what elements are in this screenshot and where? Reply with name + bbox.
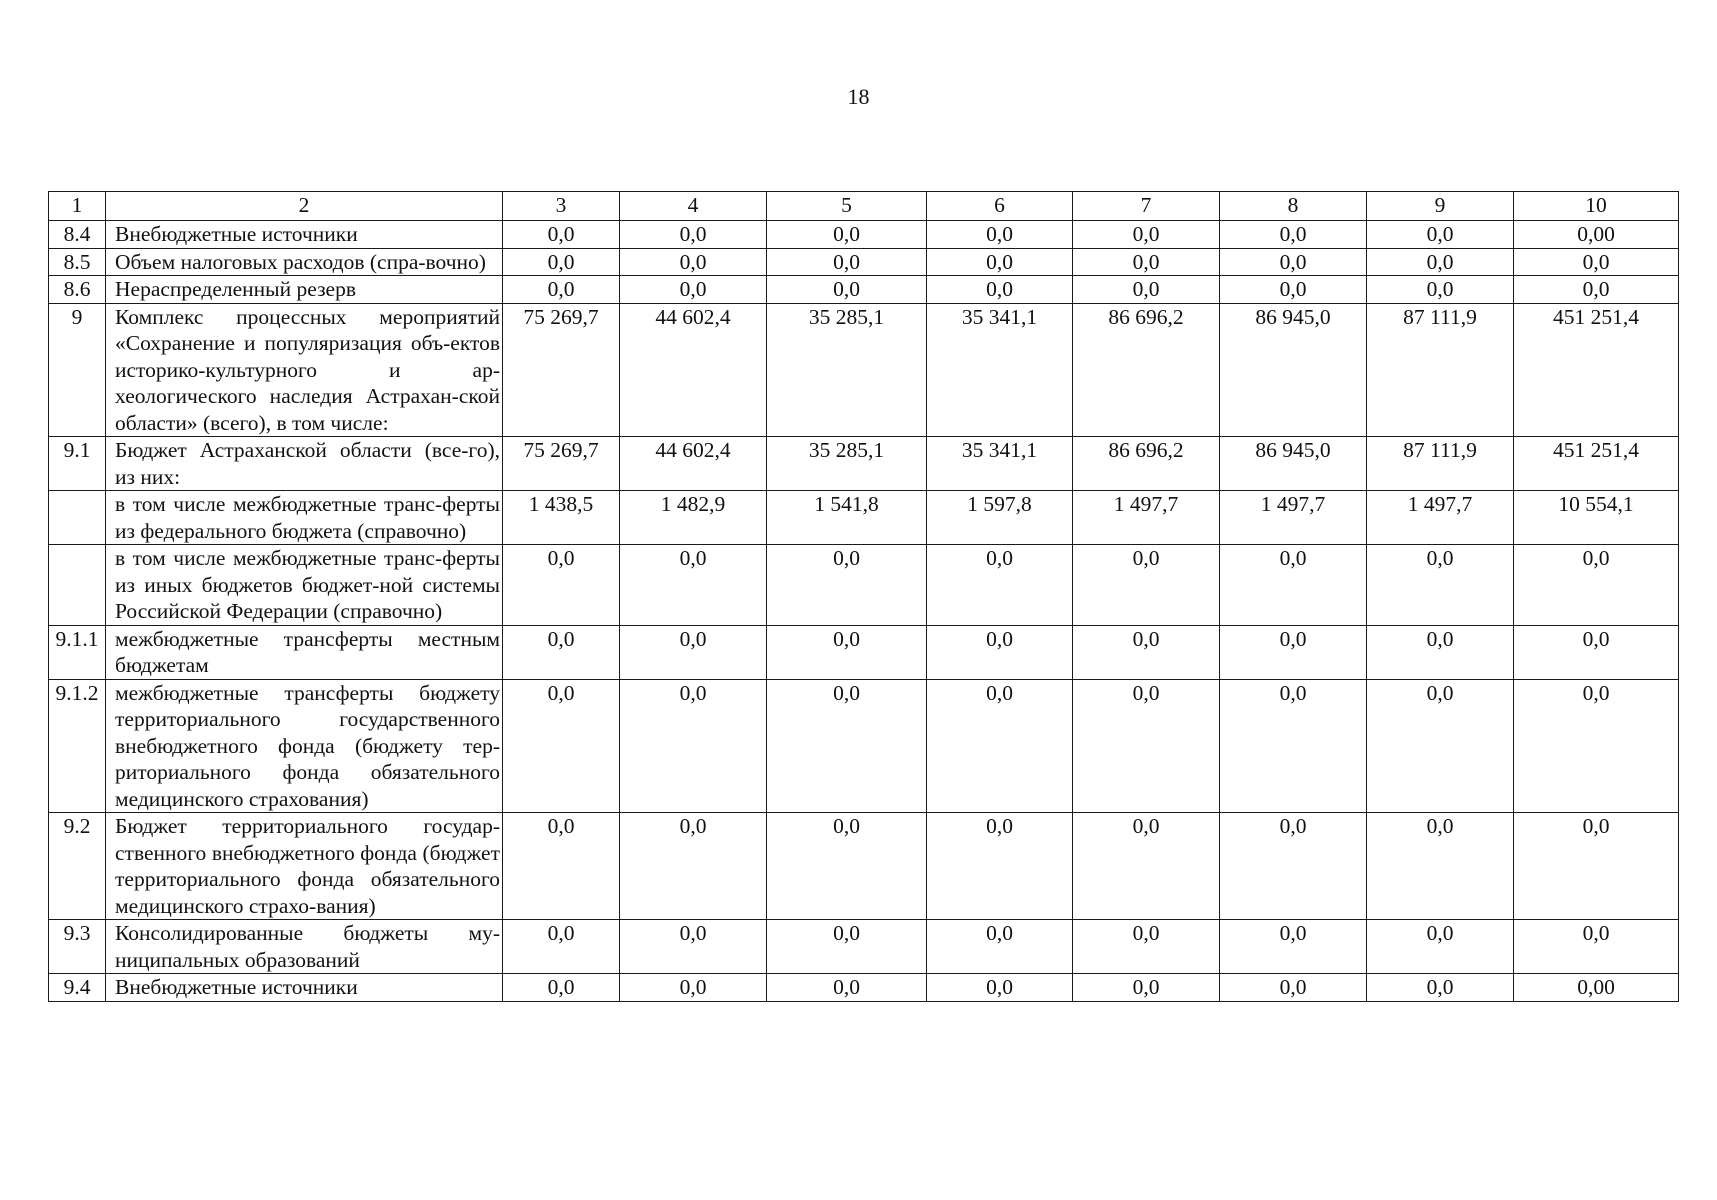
value-cell: 0,0 [503,625,620,679]
value-cell: 0,0 [1367,545,1514,626]
row-description-cell: Комплекс процессных мероприятий «Сохранение и популяризация объ-ектов историко-культурного и ар-хеологического наследия Астрахан-ской области» (всего), в том числе: [106,303,503,437]
value-cell: 0,0 [1220,276,1367,304]
row-code-cell: 9.4 [49,974,106,1002]
value-cell: 0,00 [1514,221,1679,249]
column-number-cell: 10 [1514,192,1679,221]
row-description-cell: межбюджетные трансферты бюджету территориального государственного внебюджетного фонда (бюджету тер-риториального фонда обязательного медицинского страхования) [106,679,503,813]
table-row [49,813,1679,920]
table-row [49,625,1679,679]
value-cell: 0,0 [503,276,620,304]
value-cell: 0,0 [620,545,767,626]
row-code-cell [49,491,106,545]
value-cell: 0,0 [1073,545,1220,626]
column-number-cell: 8 [1220,192,1367,221]
value-cell: 0,0 [767,221,927,249]
value-cell: 0,0 [767,974,927,1002]
value-cell: 0,0 [1514,920,1679,974]
value-cell: 0,0 [1073,276,1220,304]
value-cell: 0,0 [1367,276,1514,304]
value-cell: 0,0 [767,813,927,920]
row-code-cell: 9.2 [49,813,106,920]
value-cell: 1 438,5 [503,491,620,545]
value-cell: 1 497,7 [1367,491,1514,545]
column-number-cell: 6 [927,192,1073,221]
row-code-cell: 9 [49,303,106,437]
value-cell: 1 497,7 [1073,491,1220,545]
value-cell: 75 269,7 [503,303,620,437]
value-cell: 86 945,0 [1220,437,1367,491]
column-number-cell: 3 [503,192,620,221]
value-cell: 0,0 [1514,813,1679,920]
value-cell: 0,0 [1367,813,1514,920]
value-cell: 75 269,7 [503,437,620,491]
column-number-cell: 4 [620,192,767,221]
row-code-cell: 9.1.1 [49,625,106,679]
table-row [49,920,1679,974]
row-code-cell: 9.3 [49,920,106,974]
table-row [49,491,1679,545]
value-cell: 0,0 [927,545,1073,626]
row-code-cell [49,545,106,626]
value-cell: 0,0 [1220,221,1367,249]
value-cell: 0,0 [927,221,1073,249]
column-number-cell: 7 [1073,192,1220,221]
value-cell: 0,0 [1073,625,1220,679]
value-cell: 0,0 [620,920,767,974]
value-cell: 0,0 [503,221,620,249]
row-description-cell: Нераспределенный резерв [106,276,503,304]
value-cell: 0,0 [1367,625,1514,679]
value-cell: 0,0 [767,625,927,679]
row-code-cell: 8.4 [49,221,106,249]
table-row [49,248,1679,276]
row-description-cell: Внебюджетные источники [106,221,503,249]
table-body [49,192,1679,1002]
value-cell: 0,0 [1073,813,1220,920]
value-cell: 0,0 [767,920,927,974]
value-cell: 0,0 [1220,625,1367,679]
value-cell: 0,0 [620,679,767,813]
row-code-cell: 8.6 [49,276,106,304]
value-cell: 1 482,9 [620,491,767,545]
value-cell: 451 251,4 [1514,303,1679,437]
value-cell: 0,0 [1514,679,1679,813]
value-cell: 44 602,4 [620,303,767,437]
value-cell: 0,0 [1220,248,1367,276]
value-cell: 0,0 [503,679,620,813]
value-cell: 0,0 [1220,813,1367,920]
value-cell: 0,0 [620,221,767,249]
value-cell: 86 696,2 [1073,303,1220,437]
column-number-row [49,192,1679,221]
value-cell: 0,0 [1073,248,1220,276]
row-description-cell: Внебюджетные источники [106,974,503,1002]
value-cell: 0,0 [1220,974,1367,1002]
value-cell: 0,0 [1073,221,1220,249]
value-cell: 0,0 [1514,276,1679,304]
table-row [49,221,1679,249]
value-cell: 87 111,9 [1367,437,1514,491]
value-cell: 35 341,1 [927,437,1073,491]
value-cell: 0,0 [620,625,767,679]
value-cell: 0,0 [503,545,620,626]
value-cell: 1 597,8 [927,491,1073,545]
value-cell: 0,0 [927,920,1073,974]
value-cell: 0,0 [503,813,620,920]
value-cell: 0,0 [620,813,767,920]
value-cell: 0,0 [927,248,1073,276]
row-description-cell: в том числе межбюджетные транс-ферты из федерального бюджета (справочно) [106,491,503,545]
table-row [49,974,1679,1002]
value-cell: 35 285,1 [767,437,927,491]
row-description-cell: в том числе межбюджетные транс-ферты из иных бюджетов бюджет-ной системы Российской Федерации (справочно) [106,545,503,626]
value-cell: 0,0 [767,276,927,304]
row-description-cell: Бюджет территориального государ-ственного внебюджетного фонда (бюджет территориального фонда обязательного медицинского страхо-вания) [106,813,503,920]
value-cell: 0,0 [1220,920,1367,974]
row-code-cell: 9.1.2 [49,679,106,813]
value-cell: 0,0 [1367,679,1514,813]
row-description-cell: Объем налоговых расходов (спра-вочно) [106,248,503,276]
value-cell: 10 554,1 [1514,491,1679,545]
column-number-cell: 1 [49,192,106,221]
row-code-cell: 8.5 [49,248,106,276]
value-cell: 87 111,9 [1367,303,1514,437]
value-cell: 0,0 [1367,920,1514,974]
table-row [49,276,1679,304]
value-cell: 0,0 [620,248,767,276]
value-cell: 0,0 [1514,625,1679,679]
table-row [49,303,1679,437]
value-cell: 0,0 [1514,248,1679,276]
value-cell: 0,0 [927,813,1073,920]
value-cell: 0,0 [620,974,767,1002]
table-row [49,545,1679,626]
value-cell: 0,0 [1220,545,1367,626]
column-number-cell: 5 [767,192,927,221]
value-cell: 0,00 [1514,974,1679,1002]
value-cell: 0,0 [767,248,927,276]
value-cell: 86 696,2 [1073,437,1220,491]
value-cell: 451 251,4 [1514,437,1679,491]
value-cell: 0,0 [767,545,927,626]
value-cell: 86 945,0 [1220,303,1367,437]
value-cell: 1 541,8 [767,491,927,545]
row-description-cell: межбюджетные трансферты местным бюджетам [106,625,503,679]
value-cell: 0,0 [927,276,1073,304]
value-cell: 0,0 [503,920,620,974]
value-cell: 0,0 [927,679,1073,813]
value-cell: 0,0 [1367,974,1514,1002]
value-cell: 0,0 [1220,679,1367,813]
value-cell: 0,0 [1367,221,1514,249]
table-row [49,679,1679,813]
value-cell: 0,0 [927,974,1073,1002]
page-number: 18 [847,84,870,109]
table-row [49,437,1679,491]
value-cell: 0,0 [767,679,927,813]
value-cell: 1 497,7 [1220,491,1367,545]
row-code-cell: 9.1 [49,437,106,491]
value-cell: 0,0 [1367,248,1514,276]
value-cell: 0,0 [1073,679,1220,813]
value-cell: 0,0 [620,276,767,304]
value-cell: 0,0 [503,974,620,1002]
value-cell: 0,0 [503,248,620,276]
row-description-cell: Консолидированные бюджеты му-ниципальных образований [106,920,503,974]
row-description-cell: Бюджет Астраханской области (все-го), из них: [106,437,503,491]
budget-table [48,191,1679,1002]
value-cell: 0,0 [1514,545,1679,626]
column-number-cell: 9 [1367,192,1514,221]
value-cell: 44 602,4 [620,437,767,491]
value-cell: 0,0 [1073,974,1220,1002]
value-cell: 0,0 [927,625,1073,679]
value-cell: 0,0 [1073,920,1220,974]
column-number-cell: 2 [106,192,503,221]
value-cell: 35 285,1 [767,303,927,437]
value-cell: 35 341,1 [927,303,1073,437]
